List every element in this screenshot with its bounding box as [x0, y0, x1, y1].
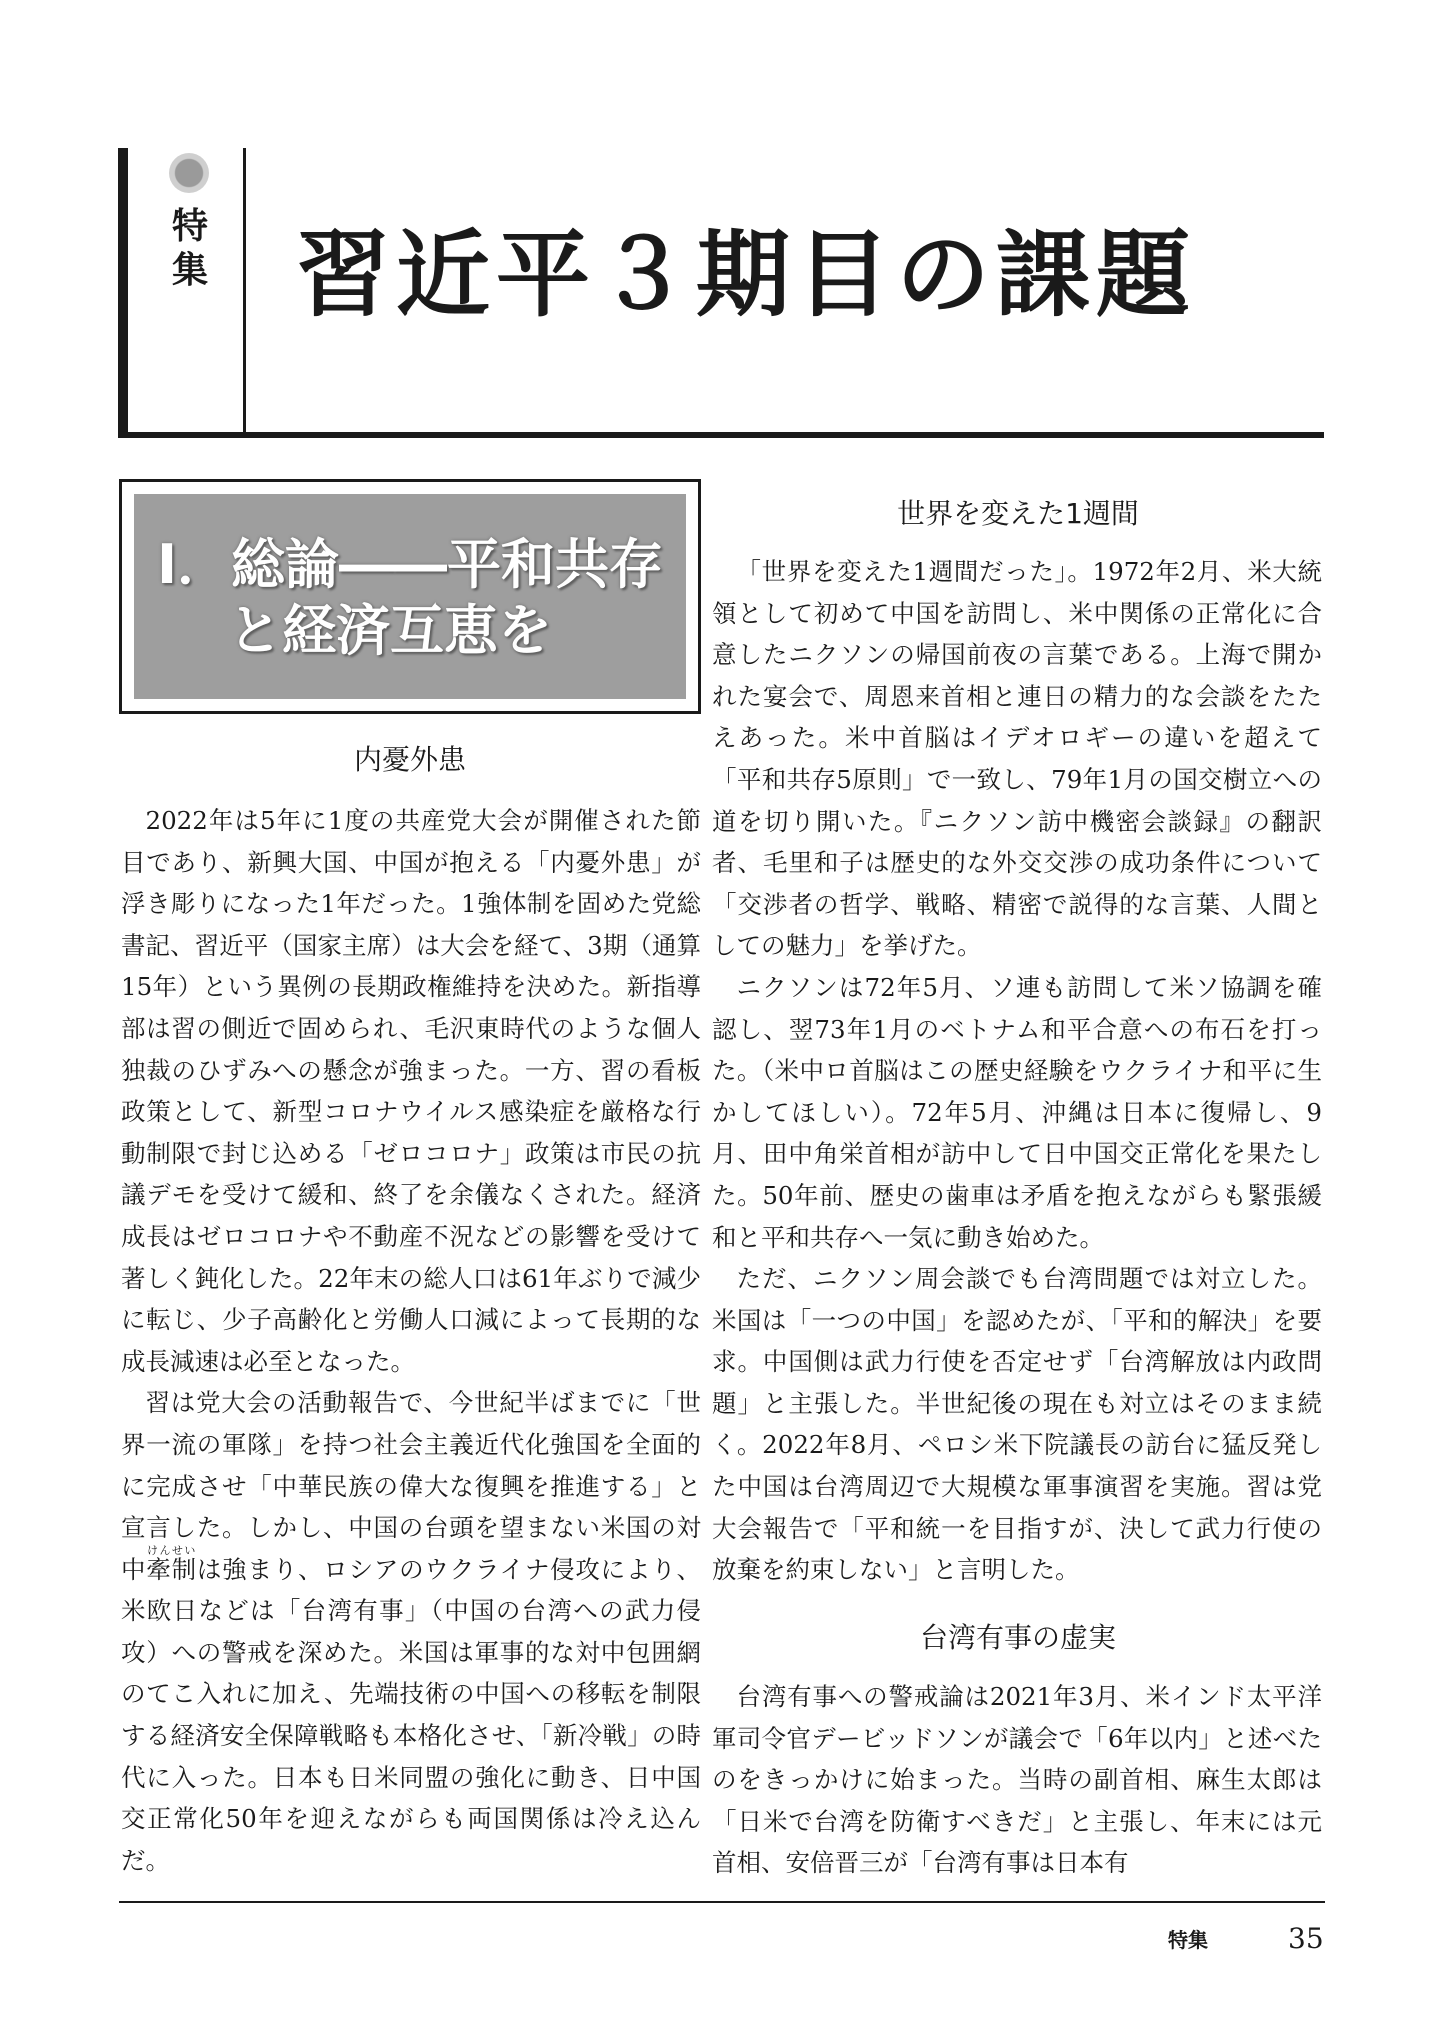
paragraph: 「世界を変えた1週間だった」。1972年2月、米大統領として初めて中国を訪問し、米中関係の正常化に合意したニクソンの帰国前夜の言葉である。上海で開かれた宴会で、周恩来首相と連日の精力的な会談をたたえあった。米中首脳はイデオロギーの違いを超えて「平和共存5原則」で一致し、79年1月の国交樹立への道を切り開いた。『ニクソン訪中機密会談録』の翻訳者、毛里和子は歴史的な外交交渉の成功条件について「交渉者の哲学、戦略、精密で説得的な言葉、人間としての魅力」を挙げた。 [712, 557, 1322, 961]
paragraph: 台湾有事への警戒論は2021年3月、米インド太平洋軍司令官デービッドソンが議会で「6年以内」と述べたのをきっかけに始まった。当時の副首相、麻生太郎は「日米で台湾を防衛すべきだ」と主張し、年末には元首相、安倍晋三が「台湾有事は日本有 [712, 1682, 1322, 1878]
page-title: 習近平３期目の課題 [296, 220, 1197, 330]
header-rule [118, 432, 1324, 438]
header-bar-thick [118, 148, 128, 438]
paragraph [121, 1382, 701, 1881]
text-run: は強まり、ロシアのウクライナ侵攻により、米欧日などは「台湾有事」（中国の台湾への武力侵攻）への警戒を深めた。米国は軍事的な対中包囲網のてこ入れに加え、先端技術の中国への移転を制限する経済安全保障戦略も本格化させ、「新冷戦」の時代に入った。日本も日米同盟の強化に動き、日中国交正常化50年を迎えながらも両国関係は冷え込んだ。 [121, 1554, 702, 1875]
section-title-line2: と経済互恵を [228, 599, 552, 662]
right-column-body-1 [712, 551, 1322, 1591]
ruby-reading: けんせい [146, 1543, 197, 1557]
subheading-naiyu-gaikan: 内憂外患 [353, 743, 466, 776]
feature-label: 特集 [171, 206, 208, 291]
paragraph: 2022年は5年に1度の共産党大会が開催された節目であり、新興大国、中国が抱える「内憂外患」が浮き彫りになった1年だった。1強体制を固めた党総書記、習近平（国家主席）は大会を経て、3期（通算15年）という異例の長期政権維持を決めた。新指導部は習の側近で固められ、毛沢東時代のような個人独裁のひずみへの懸念が強まった。一方、習の看板政策として、新型コロナウイルス感染症を厳格な行動制限で封じ込める「ゼロコロナ」政策は市民の抗議デモを受けて緩和、終了を余儀なくされた。経済成長はゼロコロナや不動産不況などの影響を受けて著しく鈍化した。22年末の総人口は61年ぶりで減少に転じ、少子高齢化と労働人口減によって長期的な成長減速は必至となった。 [121, 806, 701, 1376]
left-column-body [121, 800, 701, 1881]
section-title [134, 532, 686, 664]
footer-rule [119, 1901, 1325, 1903]
paragraph: ニクソンは72年5月、ソ連も訪問して米ソ協調を確認し、翌73年1月のベトナム和平合意への布石を打った。（米中ロ首脳はこの歴史経験をウクライナ和平に生かしてほしい）。72年5月、沖縄は日本に復帰し、9月、田中角栄首相が訪中して日中国交正常化を果たした。50年前、歴史の歯車は矛盾を抱えながらも緊張緩和と平和共存へ一気に動き始めた。 [712, 972, 1322, 1252]
ruby-annotation [146, 1543, 197, 1584]
page-number: 35 [1288, 1922, 1324, 1955]
text-run: 習は党大会の活動報告で、今世紀半ばまでに「世界一流の軍隊」を持つ社会主義近代化強国を全面的に完成させ「中華民族の偉大な復興を推進する」と宣言した。しかし、中国の台頭を望まない米国の対中 [121, 1388, 701, 1584]
subheading-taiwan: 台湾有事の虚実 [919, 1621, 1116, 1654]
subheading-sekai: 世界を変えた1週間 [897, 497, 1139, 530]
section-title-line1: Ⅰ．総論――平和共存 [156, 533, 664, 596]
paragraph: ただ、ニクソン周会談でも台湾問題では対立した。米国は「一つの中国」を認めたが、「平和的解決」を要求。中国側は武力行使を否定せず「台湾解放は内政問題」と主張した。半世紀後の現在も対立はそのまま続く。2022年8月、ペロシ米下院議長の訪台に猛反発した中国は台湾周辺で大規模な軍事演習を実施。習は党大会報告で「平和統一を目指すが、決して武力行使の放棄を約束しない」と言明した。 [712, 1264, 1322, 1585]
header-bar-thin [243, 148, 246, 438]
ruby-base: 牽制 [146, 1554, 197, 1584]
bullet-circle-icon [169, 153, 209, 193]
footer-label: 特集 [1168, 1928, 1208, 1952]
right-column-body-2 [712, 1676, 1322, 1884]
